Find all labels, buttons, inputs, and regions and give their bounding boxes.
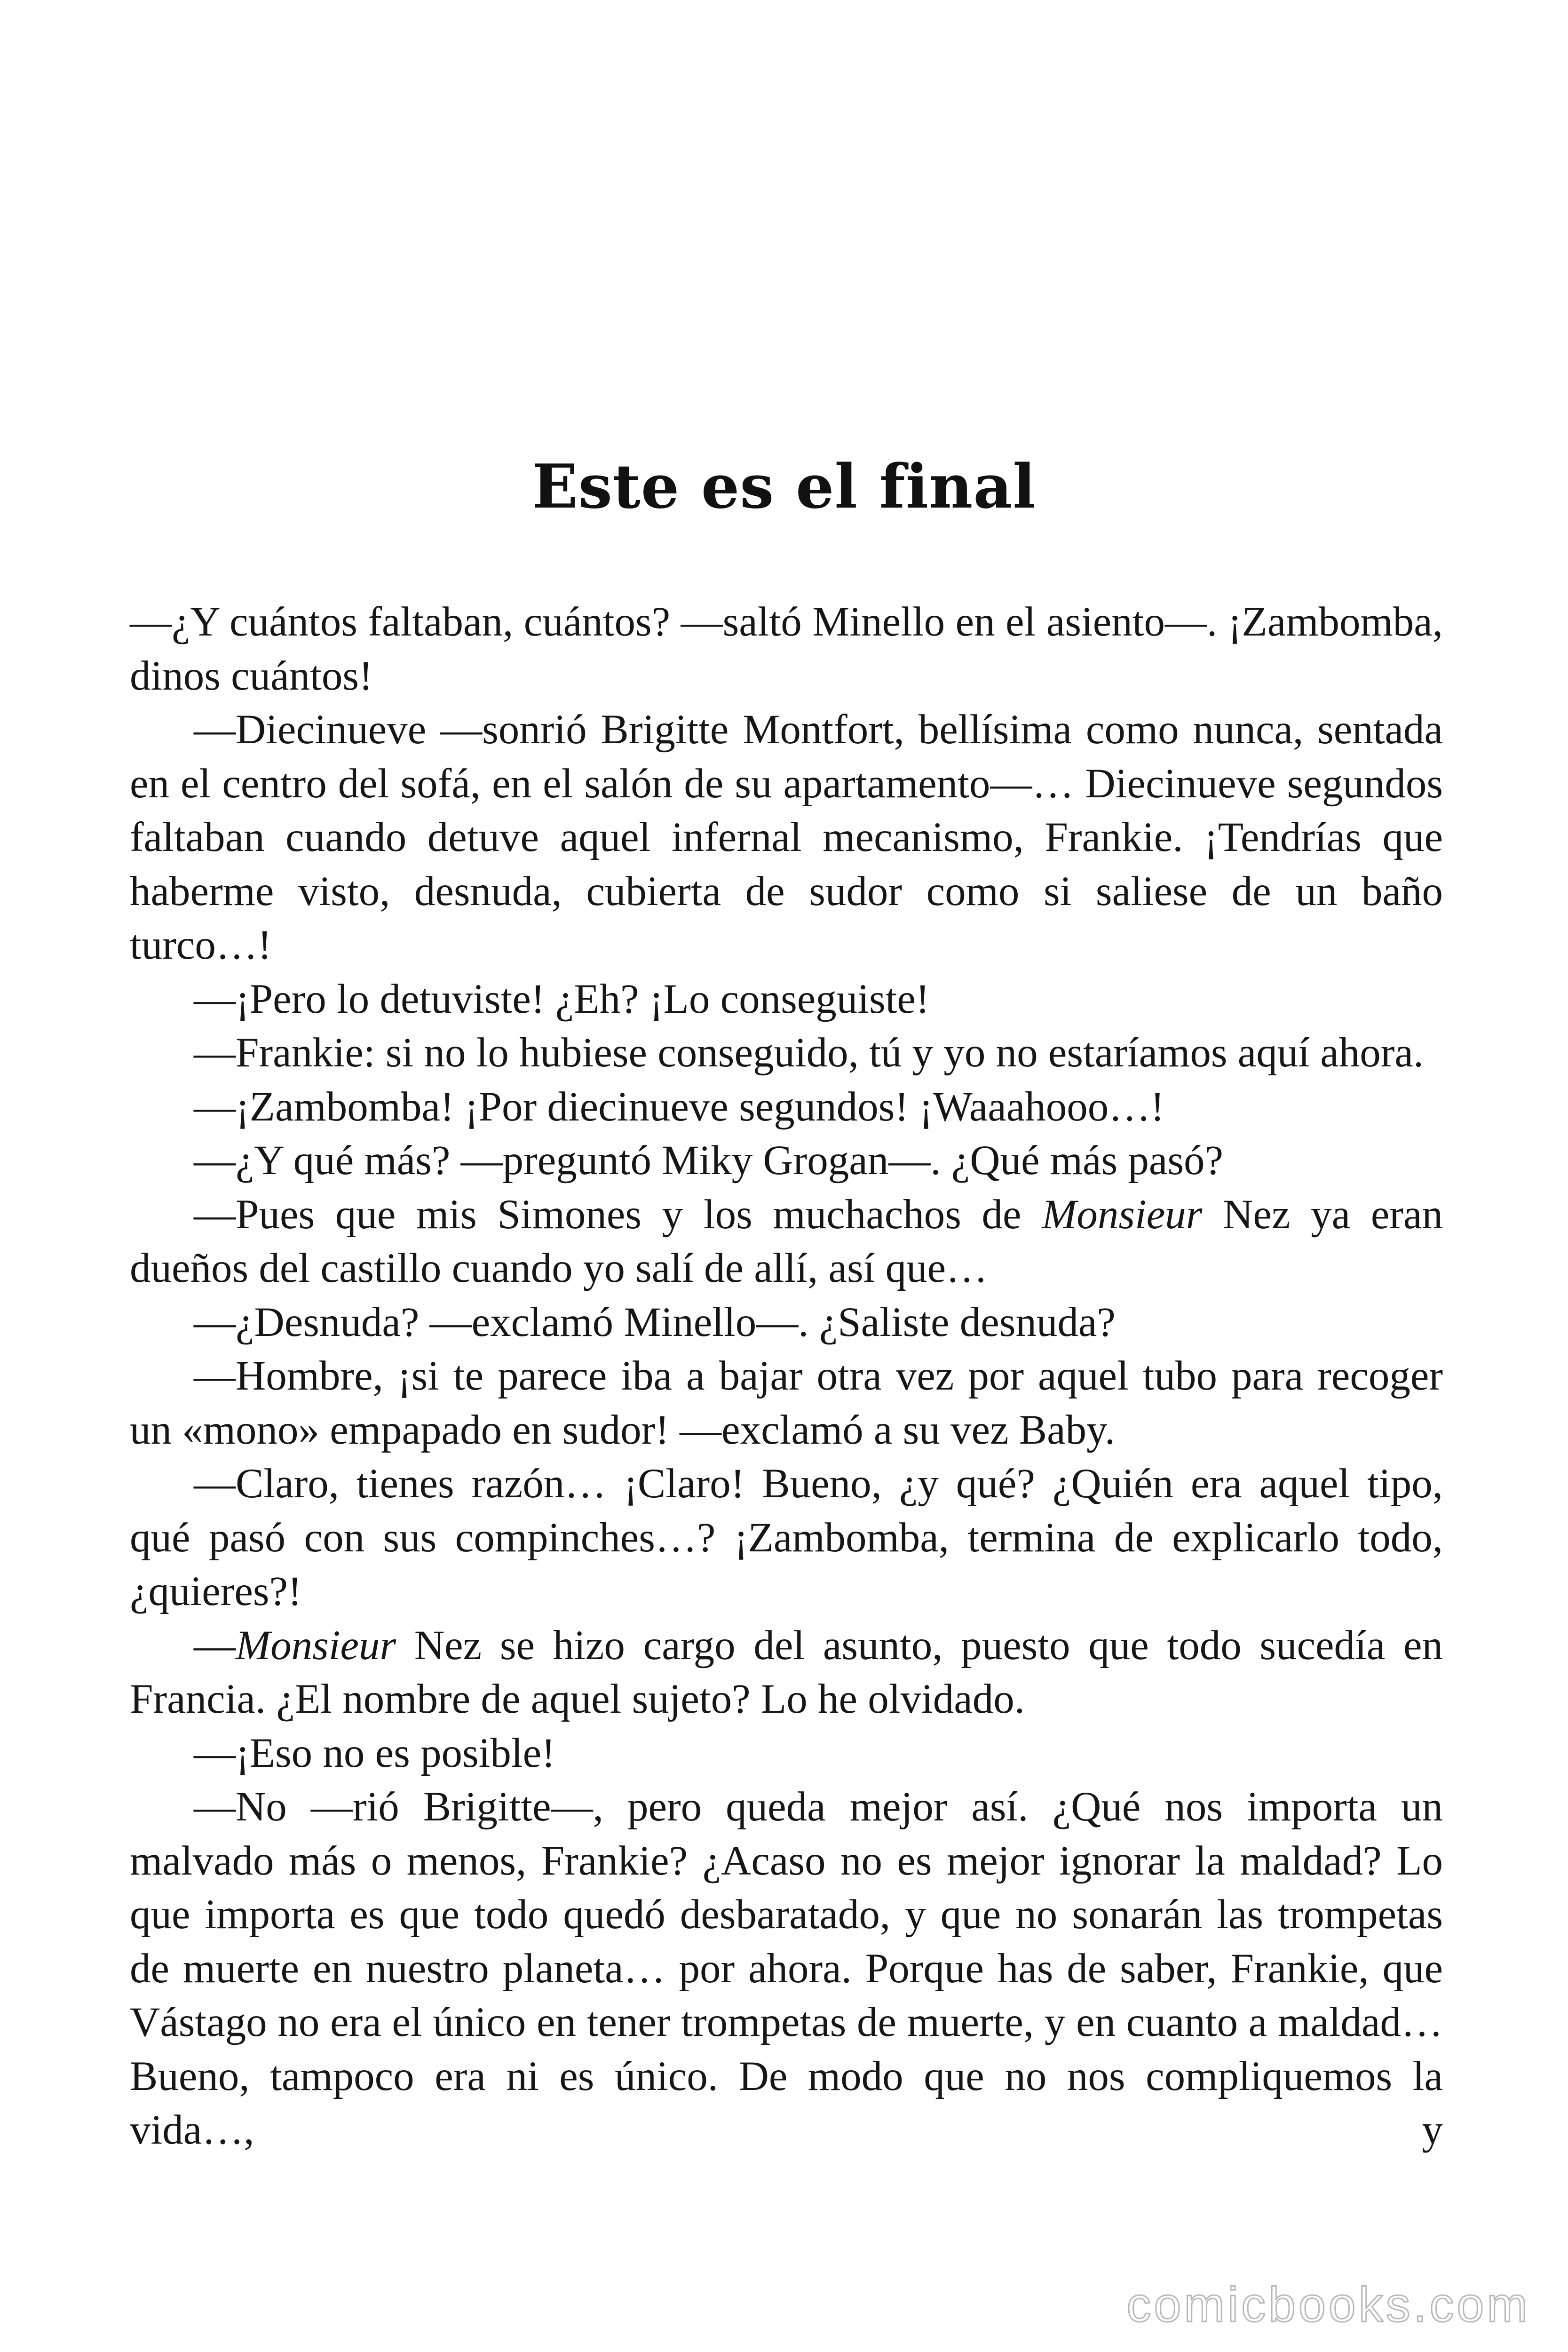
watermark: comicbooks.com: [1126, 2278, 1530, 2332]
text-run: —¿Y qué más? —preguntó Miky Grogan—. ¿Qué más pasó?: [194, 1137, 1224, 1184]
paragraph: [130, 1188, 1443, 1295]
text-run: —: [194, 1622, 236, 1669]
italic-text: Monsieur: [1042, 1191, 1203, 1238]
text-run: —¿Desnuda? —exclamó Minello—. ¿Saliste desnuda?: [194, 1299, 1116, 1345]
paragraph: [130, 595, 1443, 703]
paragraph: [130, 972, 1443, 1026]
text-run: —Diecinueve —sonrió Brigitte Montfort, bellísima como nunca, sentada en el centro del sofá, en el salón de su apartamento—… Diecinueve segundos faltaban cuando detuve aquel infernal mecanismo, Frankie. ¡Tendrías que haberme visto, desnuda, cubierta de sudor como si saliese de un baño turco…!: [130, 707, 1443, 968]
paragraph: [130, 703, 1443, 972]
text-run: —Frankie: si no lo hubiese conseguido, tú y yo no estaríamos aquí ahora.: [194, 1030, 1424, 1076]
paragraph: [130, 1457, 1443, 1619]
paragraph: [130, 1134, 1443, 1188]
text-run: Nez se hizo cargo del asunto, puesto que todo sucedía en Francia. ¿El nombre de aquel sujeto? Lo he olvidado.: [130, 1622, 1443, 1722]
text-run: —¿Y cuántos faltaban, cuántos? —saltó Minello en el asiento—. ¡Zambomba, dinos cuántos!: [130, 599, 1443, 699]
paragraph: [130, 1295, 1443, 1350]
text-run: —¡Eso no es posible!: [194, 1730, 555, 1776]
chapter-body: [130, 595, 1443, 2157]
text-run: —Hombre, ¡si te parece iba a bajar otra vez por aquel tubo para recoger un «mono» empapado en sudor! —exclamó a su vez Baby.: [130, 1353, 1443, 1453]
paragraph: [130, 1726, 1443, 1780]
text-run: —¡Zambomba! ¡Por diecinueve segundos! ¡Waaahooo…!: [194, 1083, 1164, 1130]
text-run: —No —rió Brigitte—, pero queda mejor así. ¿Qué nos importa un malvado más o menos, Frankie? ¿Acaso no es mejor ignorar la maldad? Lo que importa es que todo quedó desbaratado, y que no sonarán las trompetas de muerte en nuestro planeta… por ahora. Porque has de saber, Frankie, que Vástago no era el único en tener trompetas de muerte, y en cuanto a maldad… Bueno, tampoco era ni es único. De modo que no nos compliquemos la vida…, y: [130, 1784, 1443, 2153]
paragraph: [130, 1349, 1443, 1457]
text-run: Nez ya eran dueños del castillo cuando yo salí de allí, así que…: [130, 1191, 1443, 1291]
paragraph: [130, 1780, 1443, 2157]
paragraph: [130, 1619, 1443, 1726]
paragraph: [130, 1026, 1443, 1080]
text-run: —¡Pero lo detuviste! ¿Eh? ¡Lo conseguiste!: [194, 976, 930, 1022]
text-run: —Pues que mis Simones y los muchachos de: [194, 1191, 1042, 1238]
italic-text: Monsieur: [236, 1622, 396, 1669]
text-run: —Claro, tienes razón… ¡Claro! Bueno, ¿y qué? ¿Quién era aquel tipo, qué pasó con sus compinches…? ¡Zambomba, termina de explicarlo todo, ¿quieres?!: [130, 1461, 1443, 1614]
chapter-title: Este es el final: [532, 452, 1036, 522]
paragraph: [130, 1080, 1443, 1134]
